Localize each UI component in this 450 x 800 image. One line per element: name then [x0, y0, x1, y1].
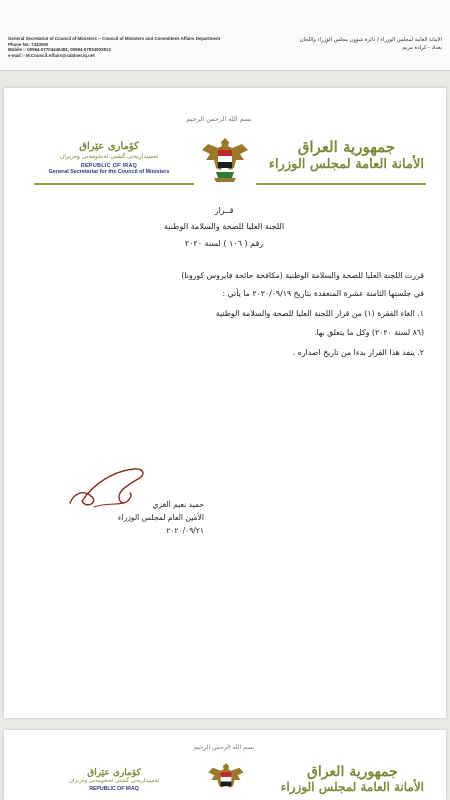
iraq-emblem-eagle-icon [200, 134, 250, 186]
letterhead-arabic [269, 138, 424, 172]
decision-intro-line-2: في جلستها الثامنة عشرة المنعقدة بتاريخ ٢٠٢٠/٠٩/١٩ ما يأتي : [222, 289, 424, 298]
decision-item-2: ٢. ينفذ هذا القرار بدءا من تاريخ اصداره . [292, 348, 424, 357]
decision-number: رقم ( ١٠٦ ) لسنة ٢٠٢٠ [184, 239, 264, 248]
footer-arabic-contact [252, 36, 442, 52]
letterhead-rule-right [256, 183, 426, 185]
signature-date: ٢٠٢٠/٠٩/٢١ [166, 526, 204, 535]
republic-of-iraq-en: REPUBLIC OF IRAQ [80, 163, 138, 169]
republic-of-iraq-ku: كۆماری عێراق [79, 141, 139, 152]
republic-of-iraq-en: REPUBLIC OF IRAQ [89, 786, 139, 792]
decision-title: قــرار [214, 206, 234, 215]
footer-en-line: e-mail :- M.Council.Affairs@cabinet.iq.net [8, 52, 95, 58]
iraq-emblem-eagle-icon [204, 760, 248, 800]
general-secretariat-ku: ئەمینداریەتی گشتی ئەنجومەنی وەزیران [59, 153, 159, 160]
next-document-page [4, 730, 446, 800]
signatory-name: حميد نعيم الغزي [152, 500, 204, 509]
republic-of-iraq-ku: كۆماری عێراق [87, 768, 141, 778]
letterhead-kurdish-english [44, 141, 174, 175]
footer-en-line: General Secretariat of Council of Ministers -- Council of Ministers and Committees Affairs Department [8, 36, 221, 41]
decision-intro-line-1: قررت اللجنة العليا للصحة والسلامة الوطنية (مكافحة جائحة فايروس كورونا) [181, 271, 424, 280]
decision-document-page [4, 88, 446, 718]
previous-page-footer [0, 0, 450, 71]
signatory-title: الأمين العام لمجلس الوزراء [117, 513, 204, 522]
footer-english-contact [8, 36, 258, 58]
footer-ar-line: الامانة العامة لمجلس الوزراء / دائرة شؤون مجلس الوزراء واللجان [299, 37, 442, 43]
republic-of-iraq-ar: جمهورية العراق [306, 764, 398, 780]
decision-item-1-line-1: ١. الغاء الفقرة (١) من قرار اللجنة العليا للصحة والسلامة الوطنية [215, 309, 424, 318]
decision-item-1-line-2: (٨٦ لسنة ٢٠٢٠) وكل ما يتعلق بها. [314, 328, 424, 337]
basmala: بسم الله الرحمن الرحيم [193, 744, 255, 751]
footer-ar-line: بغداد - كرادة مريم [402, 45, 442, 51]
general-secretariat-ku: ئەمینداریەتی گشتی ئەنجومەنی وەزیران [68, 778, 160, 784]
letterhead-kurdish-english [54, 768, 174, 792]
committee-name: اللجنة العليا للصحة والسلامة الوطنية [163, 222, 285, 231]
letterhead-arabic [281, 764, 424, 794]
republic-of-iraq-ar: جمهورية العراق [297, 138, 396, 156]
general-secretariat-ar: الأمانة العامة لمجلس الوزراء [268, 157, 424, 172]
letterhead-rule-left [34, 183, 194, 185]
signature-block [54, 498, 204, 537]
basmala: بسم الله الرحمن الرحيم [186, 115, 252, 123]
footer-en-line: Mobile :- 00964-07704446481, 00964-07834002813 [8, 47, 111, 53]
general-secretariat-ar: الأمانة العامة لمجلس الوزراء [280, 780, 424, 794]
general-secretariat-en: General Secretariat for the Council of Ministers [48, 169, 170, 175]
footer-en-line: Phone No: 7433050 [8, 41, 49, 47]
